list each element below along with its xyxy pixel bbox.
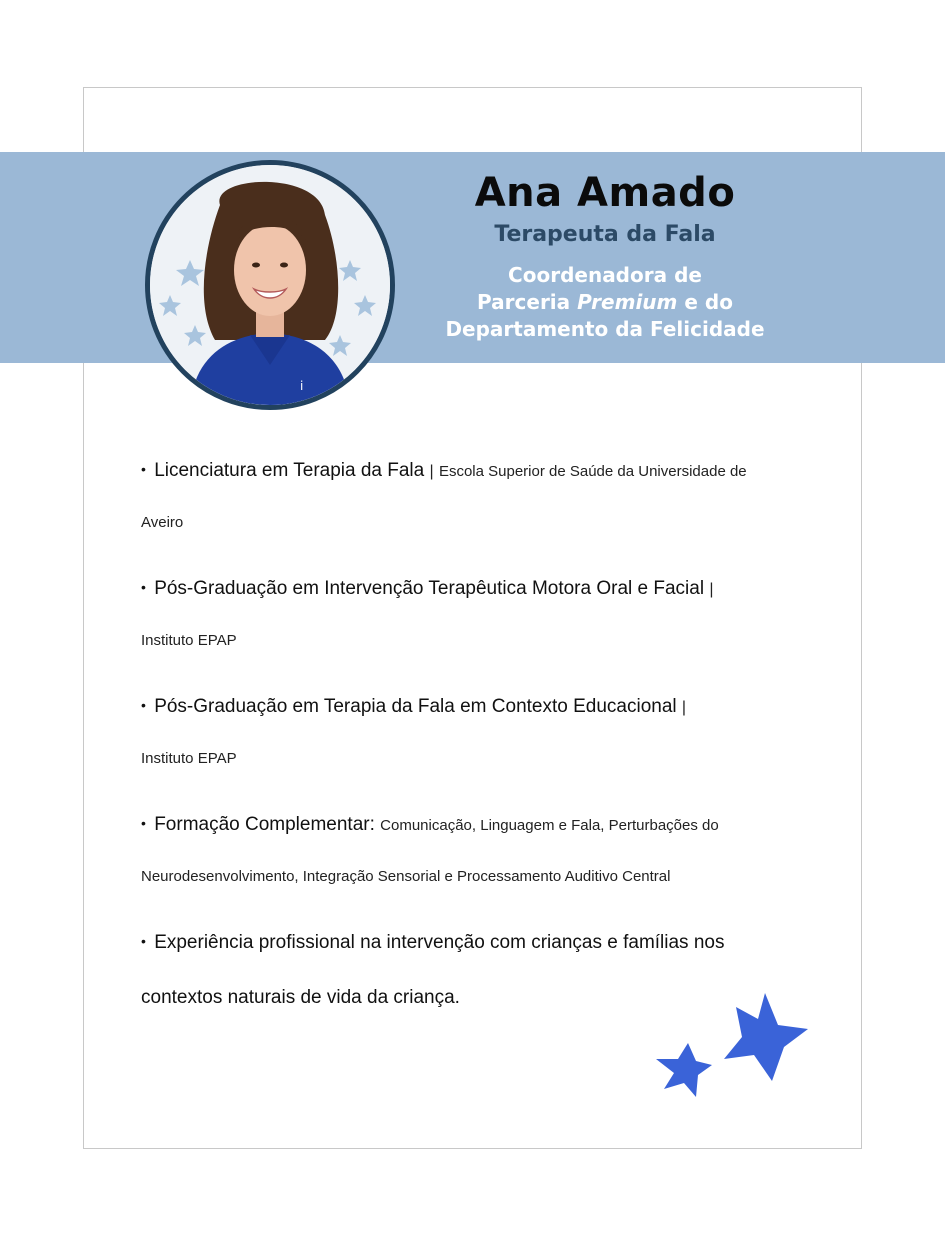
star-icon <box>656 1043 712 1097</box>
separator: | <box>429 463 434 480</box>
list-item <box>141 452 821 540</box>
item-title: Experiência profissional na intervenção com crianças e famílias nos <box>154 932 725 953</box>
bullet: • <box>141 461 146 477</box>
item-detail: Escola Superior de Saúde da Universidade de <box>438 463 747 480</box>
list-item <box>141 688 821 776</box>
person-name: Ana Amado <box>474 170 736 216</box>
decorative-stars <box>650 985 820 1115</box>
list-item <box>141 570 821 658</box>
separator: | <box>681 699 687 716</box>
item-title: Licenciatura em Terapia da Fala <box>154 460 425 481</box>
subrole-line-1: Coordenadora de <box>508 263 702 287</box>
subrole-parceria: Parceria <box>477 290 571 314</box>
shirt-logo: i <box>300 379 304 393</box>
item-title: Formação Complementar: <box>154 814 375 835</box>
subrole-line-3: Departamento da Felicidade <box>445 317 765 341</box>
bullet: • <box>141 933 146 949</box>
bullet: • <box>141 697 146 713</box>
separator: | <box>709 581 714 598</box>
person-subrole <box>430 262 780 343</box>
qualifications-list <box>141 452 821 1045</box>
item-title: Pós-Graduação em Terapia da Fala em Contexto Educacional <box>154 696 677 717</box>
item-detail-cont: Instituto EPAP <box>141 632 237 649</box>
subrole-line-2 <box>430 289 780 316</box>
profile-photo <box>145 160 395 410</box>
subrole-edo: e do <box>684 290 733 314</box>
item-title: Pós-Graduação em Intervenção Terapêutica Motora Oral e Facial <box>154 578 705 599</box>
bullet: • <box>141 579 146 595</box>
list-item <box>141 806 821 894</box>
item-detail-cont: Neurodesenvolvimento, Integração Sensorial e Processamento Auditivo Central <box>141 868 671 885</box>
item-detail-cont: Instituto EPAP <box>141 750 237 767</box>
subrole-premium: Premium <box>577 290 678 314</box>
item-title-cont: contextos naturais de vida da criança. <box>141 987 460 1008</box>
bullet: • <box>141 815 146 831</box>
item-detail: Comunicação, Linguagem e Fala, Perturbações do <box>380 817 719 834</box>
item-detail-cont: Aveiro <box>141 514 184 531</box>
person-role: Terapeuta da Fala <box>494 222 716 247</box>
star-icon <box>724 993 808 1081</box>
